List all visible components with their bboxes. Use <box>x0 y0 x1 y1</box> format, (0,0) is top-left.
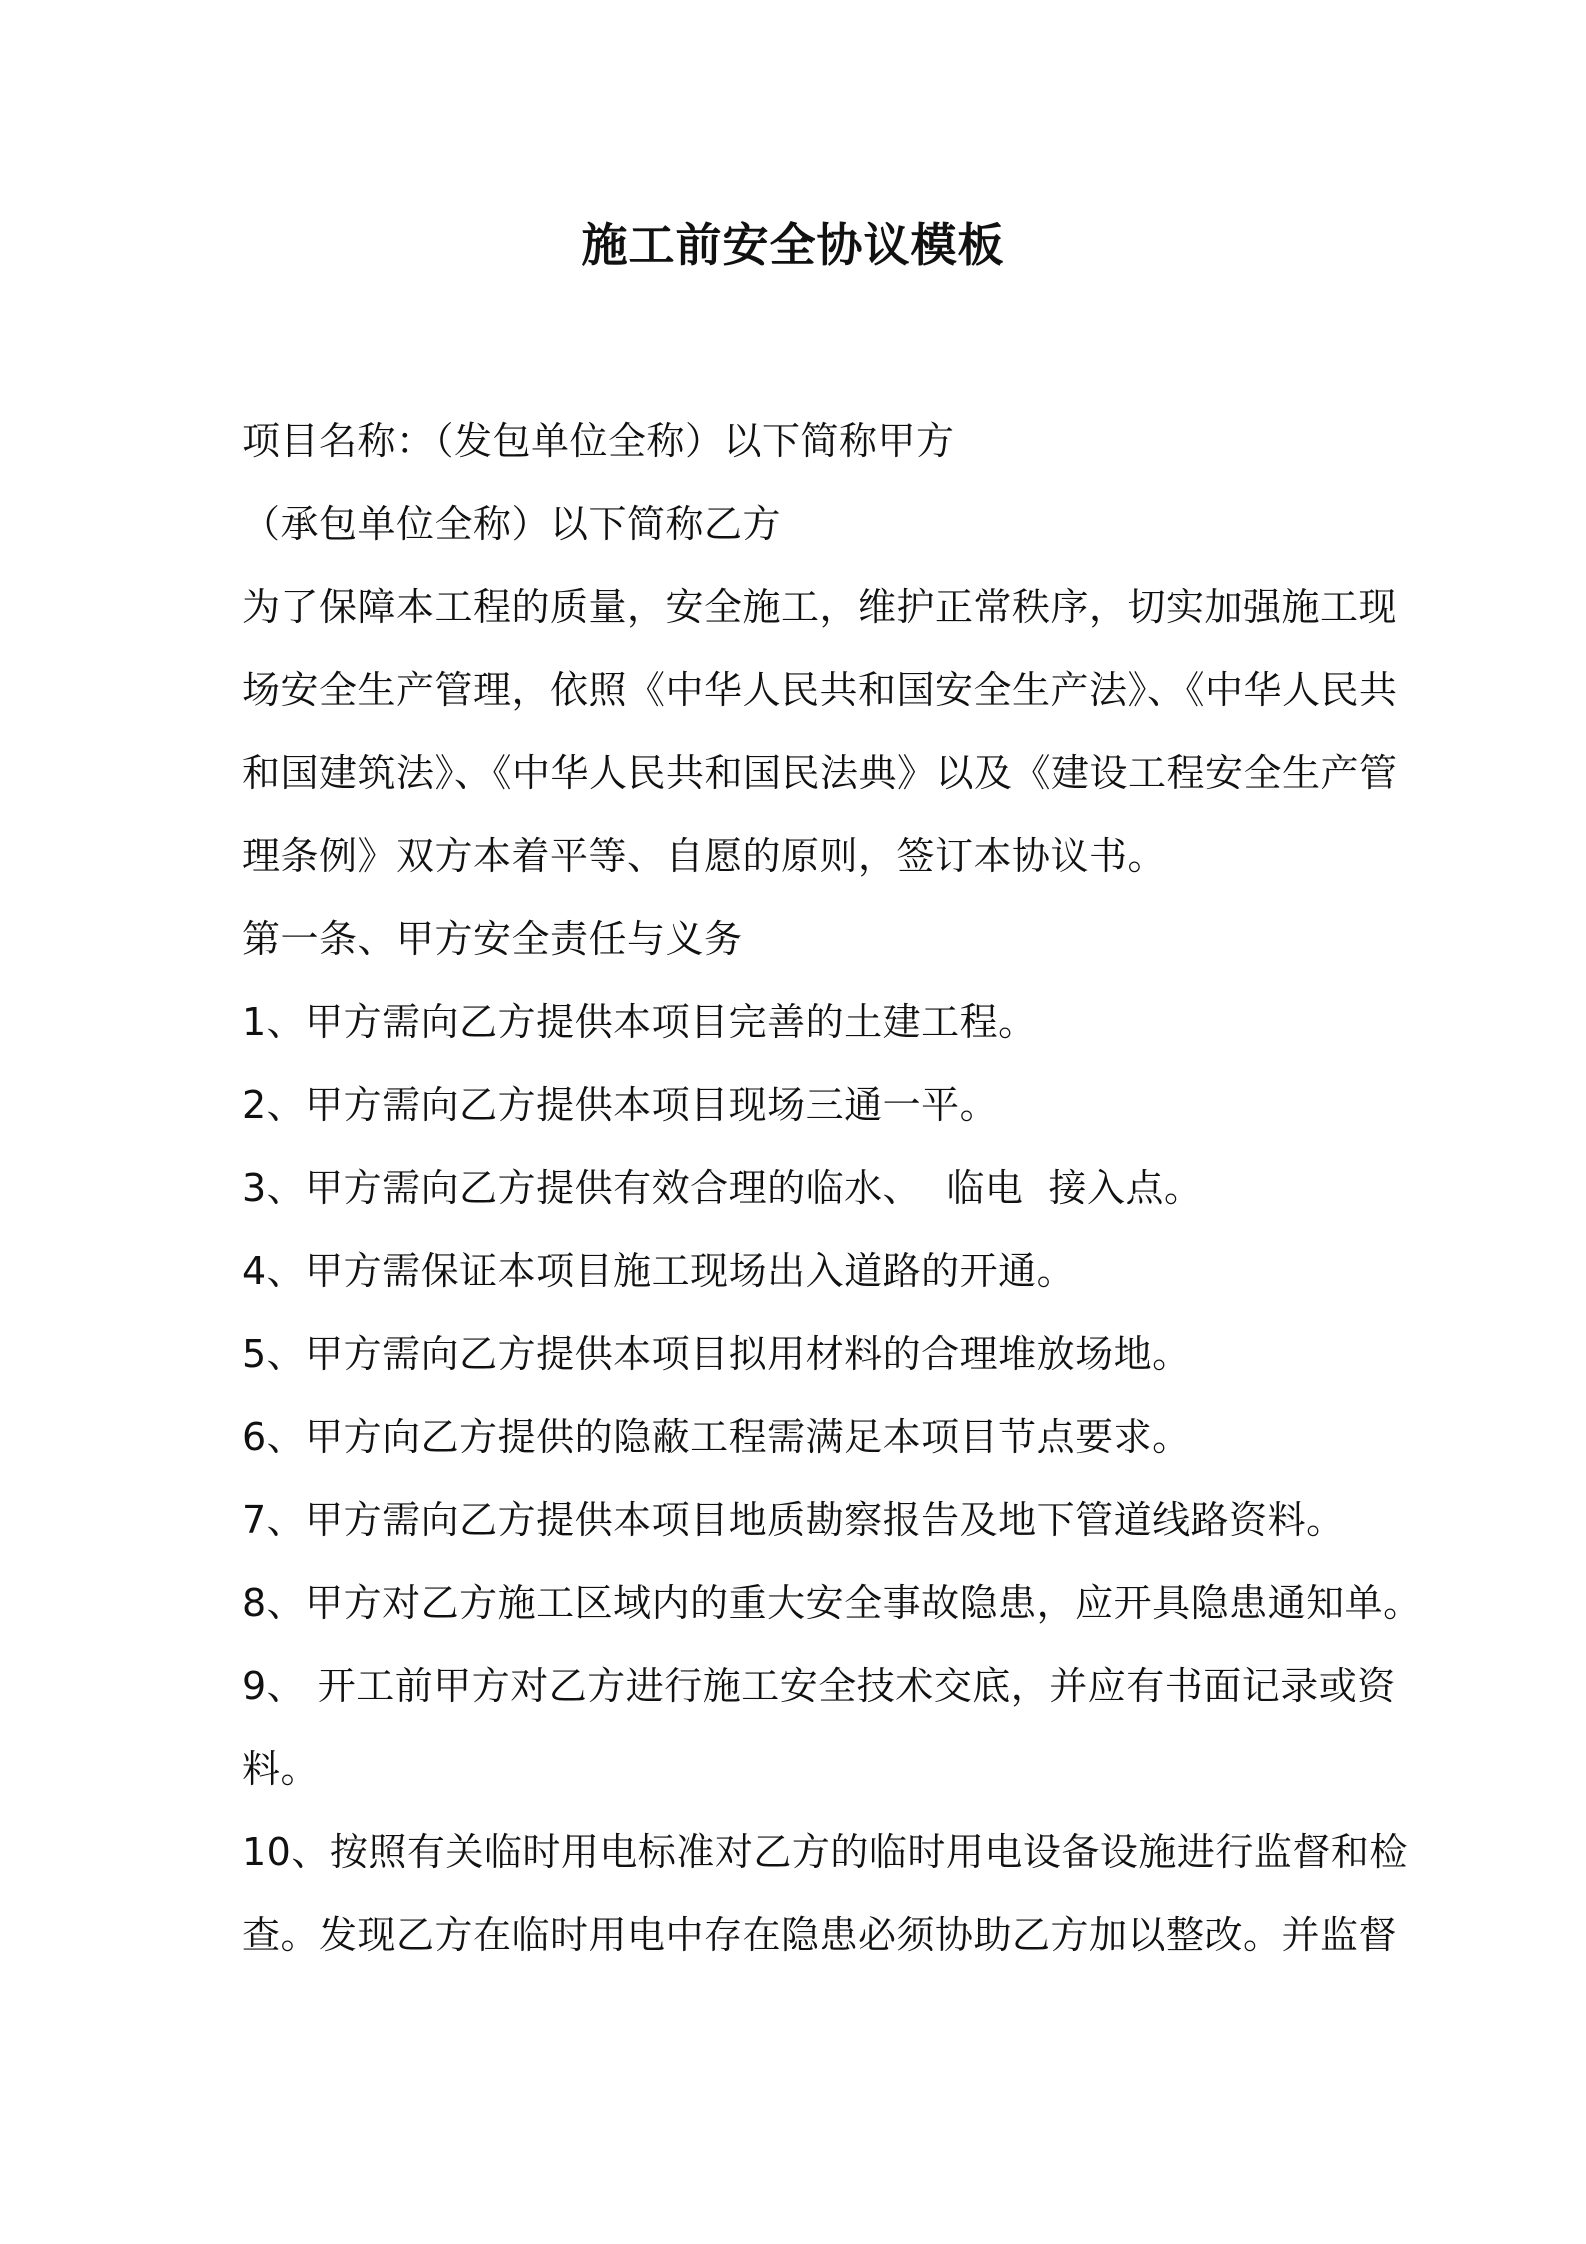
clause-4: 4、甲方需保证本项目施工现场出入道路的开通。 <box>242 1249 1076 1293</box>
clause-7: 7、甲方需向乙方提供本项目地质勘察报告及地下管道线路资料。 <box>242 1498 1345 1542</box>
clause-10-line-2: 查。发现乙方在临时用电中存在隐患必须协助乙方加以整改。并监督 <box>242 1913 1398 1957</box>
project-name-line: 项目名称：（发包单位全称）以下简称甲方 <box>242 419 955 463</box>
clause-2: 2、甲方需向乙方提供本项目现场三通一平。 <box>242 1083 999 1127</box>
clause-5: 5、甲方需向乙方提供本项目拟用材料的合理堆放场地。 <box>242 1332 1191 1376</box>
clause-1: 1、甲方需向乙方提供本项目完善的土建工程。 <box>242 1000 1037 1044</box>
preamble-line-4: 理条例》双方本着平等、自愿的原则，签订本协议书。 <box>242 834 1167 878</box>
clause-9-line-1: 9、 开工前甲方对乙方进行施工安全技术交底，并应有书面记录或资 <box>242 1664 1396 1708</box>
document-title: 施工前安全协议模板 <box>581 218 1005 272</box>
clause-9-line-2: 料。 <box>242 1747 320 1791</box>
clause-3: 3、甲方需向乙方提供有效合理的临水、 临电 接入点。 <box>242 1166 1203 1210</box>
document-body <box>242 400 1422 1977</box>
preamble-line-1: 为了保障本工程的质量，安全施工，维护正常秩序，切实加强施工现 <box>242 585 1398 629</box>
article-1-heading: 第一条、甲方安全责任与义务 <box>242 917 743 961</box>
preamble-line-2: 场安全生产管理，依照《中华人民共和国安全生产法》、《中华人民共 <box>242 668 1398 712</box>
contractor-line: （承包单位全称）以下简称乙方 <box>242 502 782 546</box>
clause-6: 6、甲方向乙方提供的隐蔽工程需满足本项目节点要求。 <box>242 1415 1191 1459</box>
clause-8: 8、甲方对乙方施工区域内的重大安全事故隐患，应开具隐患通知单。 <box>242 1581 1422 1625</box>
clause-10-line-1: 10、按照有关临时用电标准对乙方的临时用电设备设施进行监督和检 <box>242 1830 1408 1874</box>
preamble-line-3: 和国建筑法》、《中华人民共和国民法典》以及《建设工程安全生产管 <box>242 751 1398 795</box>
